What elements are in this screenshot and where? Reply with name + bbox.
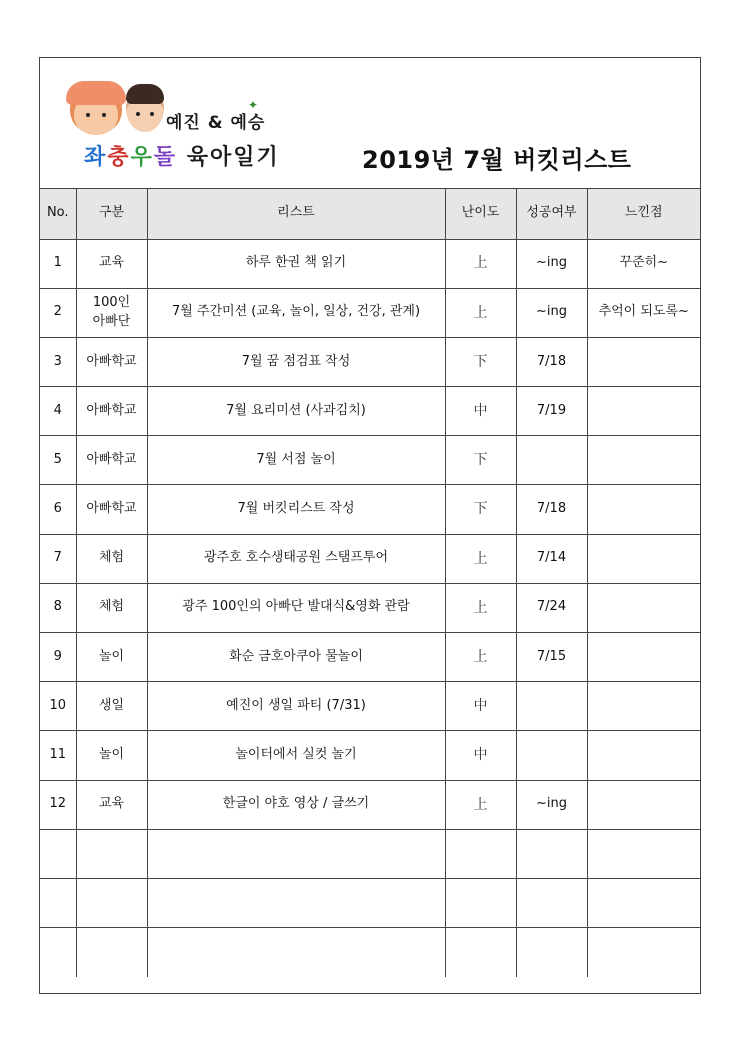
column-header-category: 구분: [76, 189, 147, 239]
row-item: 예진이 생일 파티 (7/31): [147, 682, 445, 731]
row-difficulty: [445, 829, 516, 878]
row-difficulty: 下: [445, 436, 516, 485]
row-item: 7월 버킷리스트 작성: [147, 485, 445, 534]
row-item: 광주호 호수생태공원 스탬프투어: [147, 534, 445, 583]
row-item: 광주 100인의 아빠단 발대식&영화 관람: [147, 583, 445, 632]
row-category: 아빠학교: [76, 436, 147, 485]
row-number: 2: [40, 288, 76, 337]
row-status: ~ing: [516, 288, 587, 337]
row-difficulty: 上: [445, 239, 516, 288]
row-item: 7월 주간미션 (교육, 놀이, 일상, 건강, 관계): [147, 288, 445, 337]
row-difficulty: 上: [445, 780, 516, 829]
column-header-status: 성공여부: [516, 189, 587, 239]
row-status: [516, 682, 587, 731]
row-status: 7/18: [516, 485, 587, 534]
table-row: [40, 288, 700, 337]
table-header-row: [40, 189, 700, 239]
row-difficulty: 上: [445, 534, 516, 583]
page-title: 2019년 7월 버킷리스트: [362, 146, 632, 174]
row-category: 생일: [76, 682, 147, 731]
row-status: [516, 878, 587, 927]
row-item: [147, 878, 445, 927]
row-number: 11: [40, 731, 76, 780]
row-number: 9: [40, 633, 76, 682]
row-number: 7: [40, 534, 76, 583]
row-category: 100인 아빠단: [76, 288, 147, 337]
child-photo-girl: [70, 85, 122, 135]
row-difficulty: 下: [445, 485, 516, 534]
row-status: ~ing: [516, 780, 587, 829]
row-status: [516, 731, 587, 780]
row-category: [76, 928, 147, 977]
row-status: [516, 436, 587, 485]
row-number: 4: [40, 387, 76, 436]
row-status: [516, 829, 587, 878]
row-category: 교육: [76, 780, 147, 829]
row-number: [40, 878, 76, 927]
row-item: 한글이 야호 영상 / 글쓰기: [147, 780, 445, 829]
table-row: [40, 337, 700, 386]
row-status: 7/24: [516, 583, 587, 632]
row-item: 7월 서점 놀이: [147, 436, 445, 485]
row-item: [147, 928, 445, 977]
table-row: [40, 239, 700, 288]
children-names: 예진 & 예승: [166, 113, 266, 133]
row-note: [587, 583, 700, 632]
row-number: [40, 829, 76, 878]
row-note: [587, 485, 700, 534]
row-status: 7/15: [516, 633, 587, 682]
column-header-difficulty: 난이도: [445, 189, 516, 239]
row-number: 10: [40, 682, 76, 731]
row-note: [587, 387, 700, 436]
row-item: 화순 금호아쿠아 물놀이: [147, 633, 445, 682]
row-number: 8: [40, 583, 76, 632]
row-note: 추억이 되도록~: [587, 288, 700, 337]
child-photo-boy: [126, 86, 164, 132]
table-row: [40, 534, 700, 583]
row-category: [76, 829, 147, 878]
row-note: [587, 878, 700, 927]
row-note: 꾸준히~: [587, 239, 700, 288]
row-difficulty: 上: [445, 633, 516, 682]
table-row: [40, 780, 700, 829]
row-difficulty: [445, 878, 516, 927]
table-row: [40, 928, 700, 977]
row-category: 체험: [76, 534, 147, 583]
row-difficulty: 中: [445, 682, 516, 731]
row-item: 놀이터에서 실컷 놀기: [147, 731, 445, 780]
row-note: [587, 534, 700, 583]
table-row: [40, 682, 700, 731]
row-item: 하루 한권 책 읽기: [147, 239, 445, 288]
row-note: [587, 928, 700, 977]
row-status: 7/18: [516, 337, 587, 386]
row-number: 12: [40, 780, 76, 829]
row-difficulty: [445, 928, 516, 977]
row-number: [40, 928, 76, 977]
row-number: 5: [40, 436, 76, 485]
row-category: 아빠학교: [76, 387, 147, 436]
table-row: [40, 731, 700, 780]
row-difficulty: 下: [445, 337, 516, 386]
row-note: [587, 731, 700, 780]
table-row: [40, 829, 700, 878]
row-difficulty: 上: [445, 583, 516, 632]
row-category: 체험: [76, 583, 147, 632]
row-status: [516, 928, 587, 977]
table-row: [40, 387, 700, 436]
table-row: [40, 878, 700, 927]
row-difficulty: 上: [445, 288, 516, 337]
row-item: 7월 꿈 점검표 작성: [147, 337, 445, 386]
row-note: [587, 633, 700, 682]
row-category: 아빠학교: [76, 337, 147, 386]
row-item: [147, 829, 445, 878]
table-row: [40, 485, 700, 534]
row-note: [587, 780, 700, 829]
table-row: [40, 633, 700, 682]
row-number: 1: [40, 239, 76, 288]
bucket-list-sheet: [39, 57, 701, 994]
row-category: 아빠학교: [76, 485, 147, 534]
row-note: [587, 337, 700, 386]
column-header-note: 느낀점: [587, 189, 700, 239]
row-item: 7월 요리미션 (사과김치): [147, 387, 445, 436]
row-number: 6: [40, 485, 76, 534]
row-category: 교육: [76, 239, 147, 288]
sparkle-icon: ✦: [248, 98, 259, 112]
row-status: 7/19: [516, 387, 587, 436]
row-category: 놀이: [76, 731, 147, 780]
row-difficulty: 中: [445, 731, 516, 780]
row-category: 놀이: [76, 633, 147, 682]
bucket-list-table: [40, 189, 700, 977]
sheet-header: [40, 58, 700, 189]
row-difficulty: 中: [445, 387, 516, 436]
row-status: 7/14: [516, 534, 587, 583]
table-row: [40, 583, 700, 632]
table-row: [40, 436, 700, 485]
row-status: ~ing: [516, 239, 587, 288]
row-category: [76, 878, 147, 927]
row-note: [587, 682, 700, 731]
row-note: [587, 829, 700, 878]
column-header-list: 리스트: [147, 189, 445, 239]
row-number: 3: [40, 337, 76, 386]
diary-brand: 좌충우돌 육아일기: [84, 145, 280, 170]
row-note: [587, 436, 700, 485]
column-header-no: No.: [40, 189, 76, 239]
